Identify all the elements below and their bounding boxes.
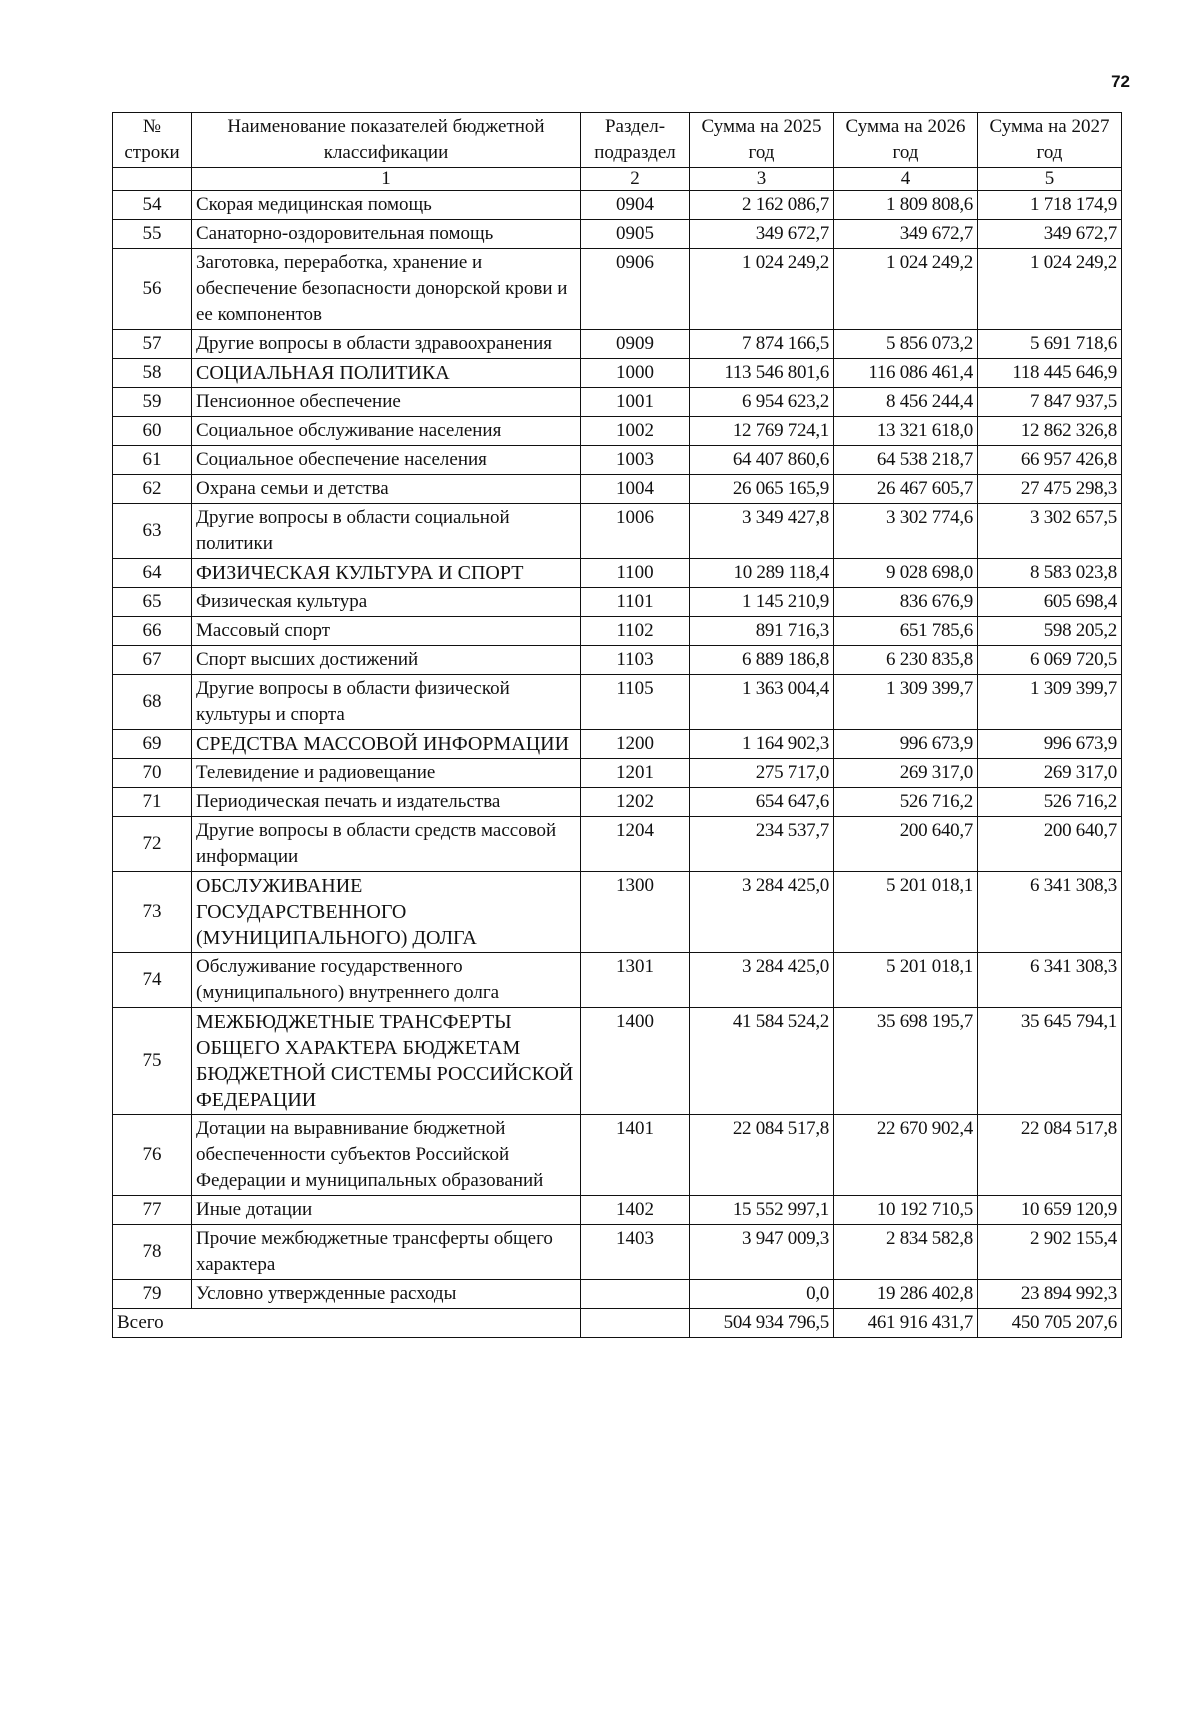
row-number: 57 [113, 330, 192, 359]
table-row [113, 759, 1122, 788]
column-numbers-row [113, 168, 1122, 191]
row-sum-2025: 234 537,7 [690, 817, 834, 872]
row-sum-2026: 5 856 073,2 [834, 330, 978, 359]
row-sum-2026: 200 640,7 [834, 817, 978, 872]
row-sum-2025: 3 947 009,3 [690, 1225, 834, 1280]
row-number: 61 [113, 446, 192, 475]
table-row [113, 1115, 1122, 1196]
table-row [113, 788, 1122, 817]
row-section-code: 1402 [581, 1196, 690, 1225]
table-row [113, 475, 1122, 504]
row-sum-2026: 2 834 582,8 [834, 1225, 978, 1280]
row-number: 71 [113, 788, 192, 817]
page-number: 72 [1111, 72, 1130, 91]
row-sum-2027: 526 716,2 [978, 788, 1122, 817]
row-sum-2025: 12 769 724,1 [690, 417, 834, 446]
row-section-code: 0904 [581, 191, 690, 220]
row-sum-2026: 6 230 835,8 [834, 646, 978, 675]
row-number: 55 [113, 220, 192, 249]
row-section-code: 1105 [581, 675, 690, 730]
row-sum-2025: 6 889 186,8 [690, 646, 834, 675]
row-sum-2026: 5 201 018,1 [834, 953, 978, 1008]
row-sum-2025: 654 647,6 [690, 788, 834, 817]
row-number: 77 [113, 1196, 192, 1225]
row-section-code: 1400 [581, 1008, 690, 1115]
row-section-code: 1006 [581, 504, 690, 559]
row-name: Санаторно-оздоровительная помощь [192, 220, 581, 249]
row-name: Дотации на выравнивание бюджетной обеспеченности субъектов Российской Федерации и муниципальных образований [192, 1115, 581, 1196]
row-number: 72 [113, 817, 192, 872]
table-row [113, 953, 1122, 1008]
row-number: 65 [113, 588, 192, 617]
row-sum-2027: 1 718 174,9 [978, 191, 1122, 220]
header-sum-2026: Сумма на 2026 год [834, 113, 978, 168]
row-name: Условно утвержденные расходы [192, 1280, 581, 1309]
row-sum-2027: 10 659 120,9 [978, 1196, 1122, 1225]
row-sum-2026: 996 673,9 [834, 730, 978, 759]
table-row [113, 646, 1122, 675]
row-sum-2025: 2 162 086,7 [690, 191, 834, 220]
row-sum-2026: 13 321 618,0 [834, 417, 978, 446]
column-number-4: 4 [834, 168, 978, 191]
table-row [113, 504, 1122, 559]
row-name: Физическая культура [192, 588, 581, 617]
row-number: 68 [113, 675, 192, 730]
row-name: Другие вопросы в области физической культуры и спорта [192, 675, 581, 730]
row-sum-2025: 3 349 427,8 [690, 504, 834, 559]
row-sum-2026: 9 028 698,0 [834, 559, 978, 588]
row-sum-2025: 3 284 425,0 [690, 953, 834, 1008]
row-sum-2027: 6 069 720,5 [978, 646, 1122, 675]
row-sum-2027: 22 084 517,8 [978, 1115, 1122, 1196]
row-name: Социальное обеспечение населения [192, 446, 581, 475]
total-sum-2026: 461 916 431,7 [834, 1309, 978, 1338]
row-section-code: 1100 [581, 559, 690, 588]
row-sum-2026: 64 538 218,7 [834, 446, 978, 475]
table-row [113, 730, 1122, 759]
row-section-code: 1004 [581, 475, 690, 504]
table-row [113, 330, 1122, 359]
row-sum-2027: 349 672,7 [978, 220, 1122, 249]
row-section-code: 1001 [581, 388, 690, 417]
row-sum-2026: 269 317,0 [834, 759, 978, 788]
row-sum-2025: 26 065 165,9 [690, 475, 834, 504]
row-name: Телевидение и радиовещание [192, 759, 581, 788]
row-sum-2025: 7 874 166,5 [690, 330, 834, 359]
row-sum-2025: 6 954 623,2 [690, 388, 834, 417]
row-sum-2027: 200 640,7 [978, 817, 1122, 872]
header-section: Раздел-подраздел [581, 113, 690, 168]
table-row [113, 359, 1122, 388]
row-name: Пенсионное обеспечение [192, 388, 581, 417]
table-row [113, 872, 1122, 953]
row-name: Другие вопросы в области средств массовой информации [192, 817, 581, 872]
table-footer [113, 1309, 1122, 1338]
row-sum-2027: 605 698,4 [978, 588, 1122, 617]
table-row [113, 249, 1122, 330]
row-name: ФИЗИЧЕСКАЯ КУЛЬТУРА И СПОРТ [192, 559, 581, 588]
row-section-code: 1103 [581, 646, 690, 675]
row-sum-2025: 22 084 517,8 [690, 1115, 834, 1196]
row-section-code: 1403 [581, 1225, 690, 1280]
row-name: МЕЖБЮДЖЕТНЫЕ ТРАНСФЕРТЫ ОБЩЕГО ХАРАКТЕРА БЮДЖЕТАМ БЮДЖЕТНОЙ СИСТЕМЫ РОССИЙСКОЙ ФЕДЕРАЦИИ [192, 1008, 581, 1115]
header-name: Наименование показателей бюджетной классификации [192, 113, 581, 168]
row-sum-2026: 349 672,7 [834, 220, 978, 249]
row-section-code: 1202 [581, 788, 690, 817]
row-sum-2026: 19 286 402,8 [834, 1280, 978, 1309]
table-row [113, 559, 1122, 588]
header-row-number: № строки [113, 113, 192, 168]
budget-table [112, 112, 1122, 1338]
row-sum-2025: 0,0 [690, 1280, 834, 1309]
row-name: Скорая медицинская помощь [192, 191, 581, 220]
row-section-code: 1201 [581, 759, 690, 788]
row-sum-2025: 275 717,0 [690, 759, 834, 788]
row-name: Обслуживание государственного (муниципального) внутреннего долга [192, 953, 581, 1008]
table-row [113, 1196, 1122, 1225]
table-row [113, 588, 1122, 617]
row-name: Заготовка, переработка, хранение и обеспечение безопасности донорской крови и ее компонентов [192, 249, 581, 330]
row-sum-2027: 27 475 298,3 [978, 475, 1122, 504]
table-row [113, 1225, 1122, 1280]
row-sum-2025: 64 407 860,6 [690, 446, 834, 475]
table-row [113, 388, 1122, 417]
row-sum-2025: 1 164 902,3 [690, 730, 834, 759]
row-sum-2027: 3 302 657,5 [978, 504, 1122, 559]
row-name: СРЕДСТВА МАССОВОЙ ИНФОРМАЦИИ [192, 730, 581, 759]
row-number: 64 [113, 559, 192, 588]
row-section-code [581, 1280, 690, 1309]
row-number: 66 [113, 617, 192, 646]
table-row [113, 417, 1122, 446]
row-sum-2026: 8 456 244,4 [834, 388, 978, 417]
row-number: 73 [113, 872, 192, 953]
row-section-code: 1204 [581, 817, 690, 872]
row-number: 79 [113, 1280, 192, 1309]
row-sum-2026: 1 024 249,2 [834, 249, 978, 330]
row-sum-2026: 116 086 461,4 [834, 359, 978, 388]
row-number: 75 [113, 1008, 192, 1115]
table-row [113, 446, 1122, 475]
row-number: 62 [113, 475, 192, 504]
row-sum-2025: 10 289 118,4 [690, 559, 834, 588]
row-number: 69 [113, 730, 192, 759]
table-row [113, 1280, 1122, 1309]
table-row [113, 617, 1122, 646]
row-section-code: 1003 [581, 446, 690, 475]
row-sum-2026: 3 302 774,6 [834, 504, 978, 559]
row-sum-2026: 5 201 018,1 [834, 872, 978, 953]
row-sum-2027: 2 902 155,4 [978, 1225, 1122, 1280]
row-sum-2025: 41 584 524,2 [690, 1008, 834, 1115]
table-header [113, 113, 1122, 191]
row-name: Иные дотации [192, 1196, 581, 1225]
header-sum-2025: Сумма на 2025 год [690, 113, 834, 168]
row-number: 63 [113, 504, 192, 559]
row-name: Массовый спорт [192, 617, 581, 646]
total-code [581, 1309, 690, 1338]
row-sum-2027: 8 583 023,8 [978, 559, 1122, 588]
row-name: Другие вопросы в области социальной политики [192, 504, 581, 559]
header-row [113, 113, 1122, 168]
row-sum-2027: 598 205,2 [978, 617, 1122, 646]
table-row [113, 191, 1122, 220]
row-sum-2027: 118 445 646,9 [978, 359, 1122, 388]
row-name: ОБСЛУЖИВАНИЕ ГОСУДАРСТВЕННОГО (МУНИЦИПАЛЬНОГО) ДОЛГА [192, 872, 581, 953]
row-section-code: 1002 [581, 417, 690, 446]
row-sum-2027: 1 309 399,7 [978, 675, 1122, 730]
table-row [113, 1008, 1122, 1115]
row-section-code: 0906 [581, 249, 690, 330]
row-number: 54 [113, 191, 192, 220]
row-sum-2025: 113 546 801,6 [690, 359, 834, 388]
row-number: 67 [113, 646, 192, 675]
row-number: 74 [113, 953, 192, 1008]
row-name: Социальное обслуживание населения [192, 417, 581, 446]
column-number-5: 5 [978, 168, 1122, 191]
total-sum-2027: 450 705 207,6 [978, 1309, 1122, 1338]
row-number: 70 [113, 759, 192, 788]
row-sum-2025: 3 284 425,0 [690, 872, 834, 953]
row-sum-2027: 5 691 718,6 [978, 330, 1122, 359]
row-sum-2026: 1 809 808,6 [834, 191, 978, 220]
row-sum-2027: 996 673,9 [978, 730, 1122, 759]
column-number-empty [113, 168, 192, 191]
column-number-1: 1 [192, 168, 581, 191]
row-name: Другие вопросы в области здравоохранения [192, 330, 581, 359]
row-sum-2027: 7 847 937,5 [978, 388, 1122, 417]
row-sum-2026: 10 192 710,5 [834, 1196, 978, 1225]
row-section-code: 1000 [581, 359, 690, 388]
row-sum-2025: 891 716,3 [690, 617, 834, 646]
row-sum-2026: 26 467 605,7 [834, 475, 978, 504]
row-sum-2026: 35 698 195,7 [834, 1008, 978, 1115]
column-number-3: 3 [690, 168, 834, 191]
total-label: Всего [113, 1309, 581, 1338]
row-section-code: 1401 [581, 1115, 690, 1196]
table-row [113, 817, 1122, 872]
row-section-code: 1101 [581, 588, 690, 617]
row-sum-2025: 1 024 249,2 [690, 249, 834, 330]
row-number: 78 [113, 1225, 192, 1280]
row-sum-2026: 651 785,6 [834, 617, 978, 646]
row-name: Охрана семьи и детства [192, 475, 581, 504]
header-sum-2027: Сумма на 2027 год [978, 113, 1122, 168]
row-sum-2026: 1 309 399,7 [834, 675, 978, 730]
row-name: Прочие межбюджетные трансферты общего характера [192, 1225, 581, 1280]
row-section-code: 1102 [581, 617, 690, 646]
row-section-code: 1200 [581, 730, 690, 759]
table-row [113, 220, 1122, 249]
row-sum-2027: 6 341 308,3 [978, 872, 1122, 953]
row-section-code: 1300 [581, 872, 690, 953]
row-name: Спорт высших достижений [192, 646, 581, 675]
table-body [113, 191, 1122, 1309]
total-sum-2025: 504 934 796,5 [690, 1309, 834, 1338]
row-sum-2025: 1 363 004,4 [690, 675, 834, 730]
row-section-code: 0905 [581, 220, 690, 249]
row-section-code: 1301 [581, 953, 690, 1008]
row-sum-2026: 526 716,2 [834, 788, 978, 817]
row-sum-2026: 22 670 902,4 [834, 1115, 978, 1196]
row-sum-2027: 23 894 992,3 [978, 1280, 1122, 1309]
row-sum-2027: 269 317,0 [978, 759, 1122, 788]
row-sum-2026: 836 676,9 [834, 588, 978, 617]
row-number: 58 [113, 359, 192, 388]
row-name: Периодическая печать и издательства [192, 788, 581, 817]
row-name: СОЦИАЛЬНАЯ ПОЛИТИКА [192, 359, 581, 388]
row-number: 56 [113, 249, 192, 330]
row-number: 76 [113, 1115, 192, 1196]
column-number-2: 2 [581, 168, 690, 191]
row-sum-2027: 1 024 249,2 [978, 249, 1122, 330]
row-sum-2027: 35 645 794,1 [978, 1008, 1122, 1115]
row-number: 60 [113, 417, 192, 446]
row-sum-2025: 1 145 210,9 [690, 588, 834, 617]
row-sum-2027: 66 957 426,8 [978, 446, 1122, 475]
row-sum-2027: 12 862 326,8 [978, 417, 1122, 446]
total-row [113, 1309, 1122, 1338]
row-number: 59 [113, 388, 192, 417]
row-section-code: 0909 [581, 330, 690, 359]
row-sum-2025: 15 552 997,1 [690, 1196, 834, 1225]
row-sum-2025: 349 672,7 [690, 220, 834, 249]
row-sum-2027: 6 341 308,3 [978, 953, 1122, 1008]
table-row [113, 675, 1122, 730]
